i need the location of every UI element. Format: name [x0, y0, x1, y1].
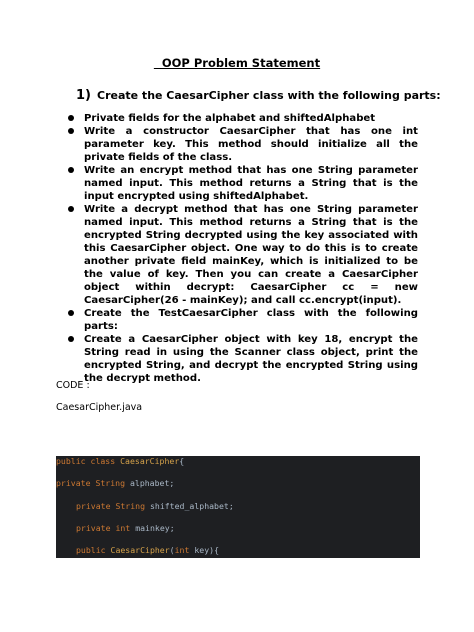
list-item	[68, 307, 418, 333]
code-keyword: class	[90, 456, 116, 466]
code-type: int	[115, 523, 131, 533]
bullet-icon	[68, 167, 74, 173]
list-item	[68, 203, 418, 307]
code-keyword: private	[76, 523, 111, 533]
code-identifier: key	[194, 545, 210, 555]
list-item-text: Create the TestCaesarCipher class with the following parts:	[84, 308, 418, 332]
code-line	[76, 545, 219, 555]
code-line	[56, 478, 174, 488]
list-item-text: Create a CaesarCipher object with key 18, encrypt the String read in using the Scanner class object, print the encrypted String, and decrypt the encrypted String using the decrypt method.	[84, 334, 418, 384]
code-label: CODE :	[56, 380, 90, 391]
code-line	[76, 501, 234, 511]
code-type: int	[174, 545, 190, 555]
code-punct: ;	[228, 501, 234, 511]
bullet-icon	[68, 310, 74, 316]
list-item-text: Write an encrypt method that has one String parameter named input. This method returns a String that is the input encrypted using shiftedAlphabet.	[84, 165, 418, 202]
code-punct: ;	[169, 523, 175, 533]
code-identifier: mainkey	[135, 523, 170, 533]
code-class-name: CaesarCipher	[120, 456, 180, 466]
code-type: String	[115, 501, 146, 511]
code-function-name: CaesarCipher	[110, 545, 170, 555]
code-identifier: alphabet	[129, 478, 170, 488]
code-block	[56, 456, 420, 558]
list-item	[68, 112, 418, 125]
code-punct: ){	[209, 545, 219, 555]
code-punct: (	[169, 545, 175, 555]
requirements-list	[68, 112, 418, 385]
list-item	[68, 164, 418, 203]
list-item-text: Write a decrypt method that has one String parameter named input. This method returns a String that is the encrypted String decrypted using the key associated with this CaesarCipher object. One way to do this is to create another private field mainKey, which is initialized to be the value of key. Then you can create a CaesarCipher object within decrypt: CaesarCipher cc = new CaesarCipher(26 - mainKey); and call cc.encrypt(input).	[84, 204, 418, 306]
bullet-icon	[68, 206, 74, 212]
list-item	[68, 333, 418, 385]
code-keyword: public	[56, 456, 86, 466]
page-title: OOP Problem Statement	[153, 56, 321, 70]
bullet-icon	[68, 336, 74, 342]
code-punct: ;	[169, 478, 175, 488]
bullet-icon	[68, 128, 74, 134]
code-keyword: private	[56, 478, 91, 488]
code-line	[56, 456, 184, 466]
code-identifier: shifted_alphabet	[149, 501, 229, 511]
list-item-text: Write a constructor CaesarCipher that has one int parameter key. This method should initialize all the private fields of the class.	[84, 126, 418, 163]
bullet-icon	[68, 115, 74, 121]
question-number: 1)	[76, 88, 91, 103]
code-line	[76, 523, 175, 533]
list-item-text: Private fields for the alphabet and shiftedAlphabet	[84, 113, 376, 124]
question-text: Create the CaesarCipher class with the following parts:	[97, 89, 441, 102]
code-keyword: private	[76, 501, 111, 511]
code-keyword: public	[76, 545, 106, 555]
question-heading	[76, 88, 441, 103]
list-item	[68, 125, 418, 164]
file-name: CaesarCipher.java	[56, 402, 143, 413]
code-type: String	[95, 478, 126, 488]
code-punct: {	[179, 456, 185, 466]
